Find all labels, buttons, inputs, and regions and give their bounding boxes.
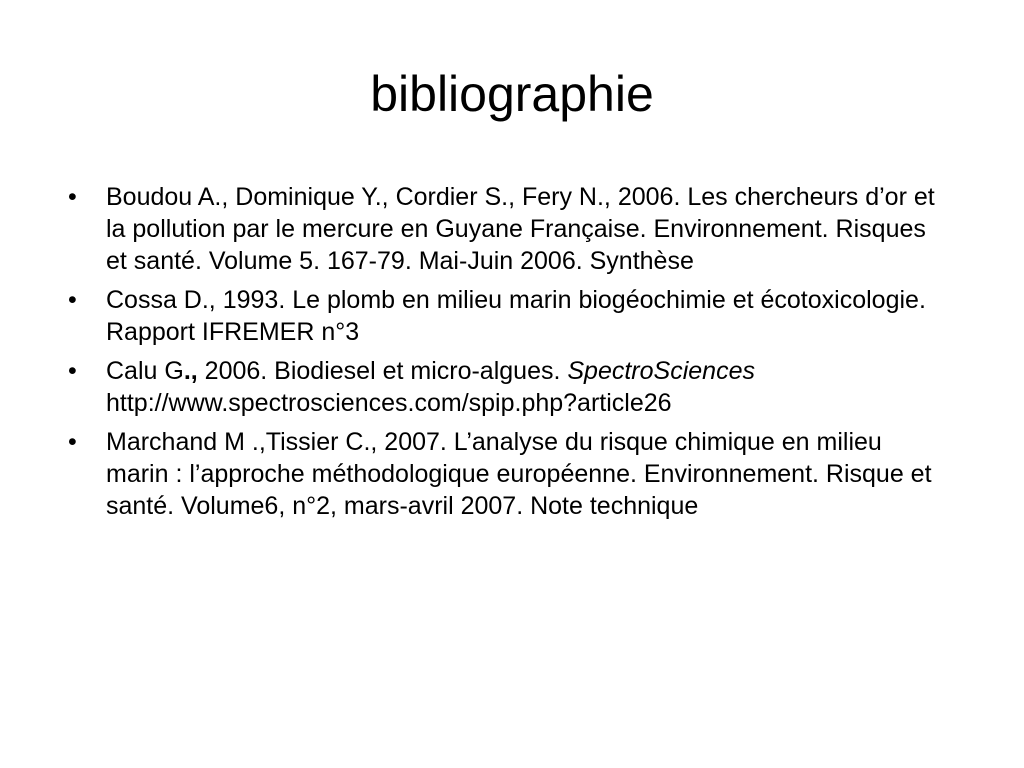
reference-item-calu	[66, 355, 946, 419]
slide-title: bibliographie	[370, 66, 654, 122]
reference-url: http://www.spectrosciences.com/spip.php?article26	[106, 389, 672, 417]
reference-item-cossa	[66, 284, 946, 348]
reference-text: Marchand M .,Tissier C., 2007. L’analyse du risque chimique en milieu marin : l’approche méthodologique européenne. Environnement. Risque et santé. Volume6, n°2, mars-avril 2007. Note technique	[106, 428, 932, 520]
reference-text: Cossa D., 1993. Le plomb en milieu marin biogéochimie et écotoxicologie. Rapport IFREMER n°3	[106, 286, 926, 346]
reference-item-boudou	[66, 181, 946, 277]
bibliography-list	[66, 181, 946, 529]
reference-author-punctuation: .,	[183, 357, 198, 385]
reference-body: 2006. Biodiesel et micro-algues.	[197, 357, 568, 385]
reference-text: Boudou A., Dominique Y., Cordier S., Fery N., 2006. Les chercheurs d’or et la pollution par le mercure en Guyane Française. Environnement. Risques et santé. Volume 5. 167-79. Mai-Juin 2006. Synthèse	[106, 183, 935, 275]
bullet-icon: •	[68, 286, 77, 314]
reference-journal: SpectroSciences	[567, 357, 755, 385]
bullet-icon: •	[68, 428, 77, 456]
reference-author: Calu G	[106, 357, 184, 385]
reference-item-marchand	[66, 426, 946, 522]
bullet-icon: •	[68, 357, 77, 385]
bullet-icon: •	[68, 183, 77, 211]
